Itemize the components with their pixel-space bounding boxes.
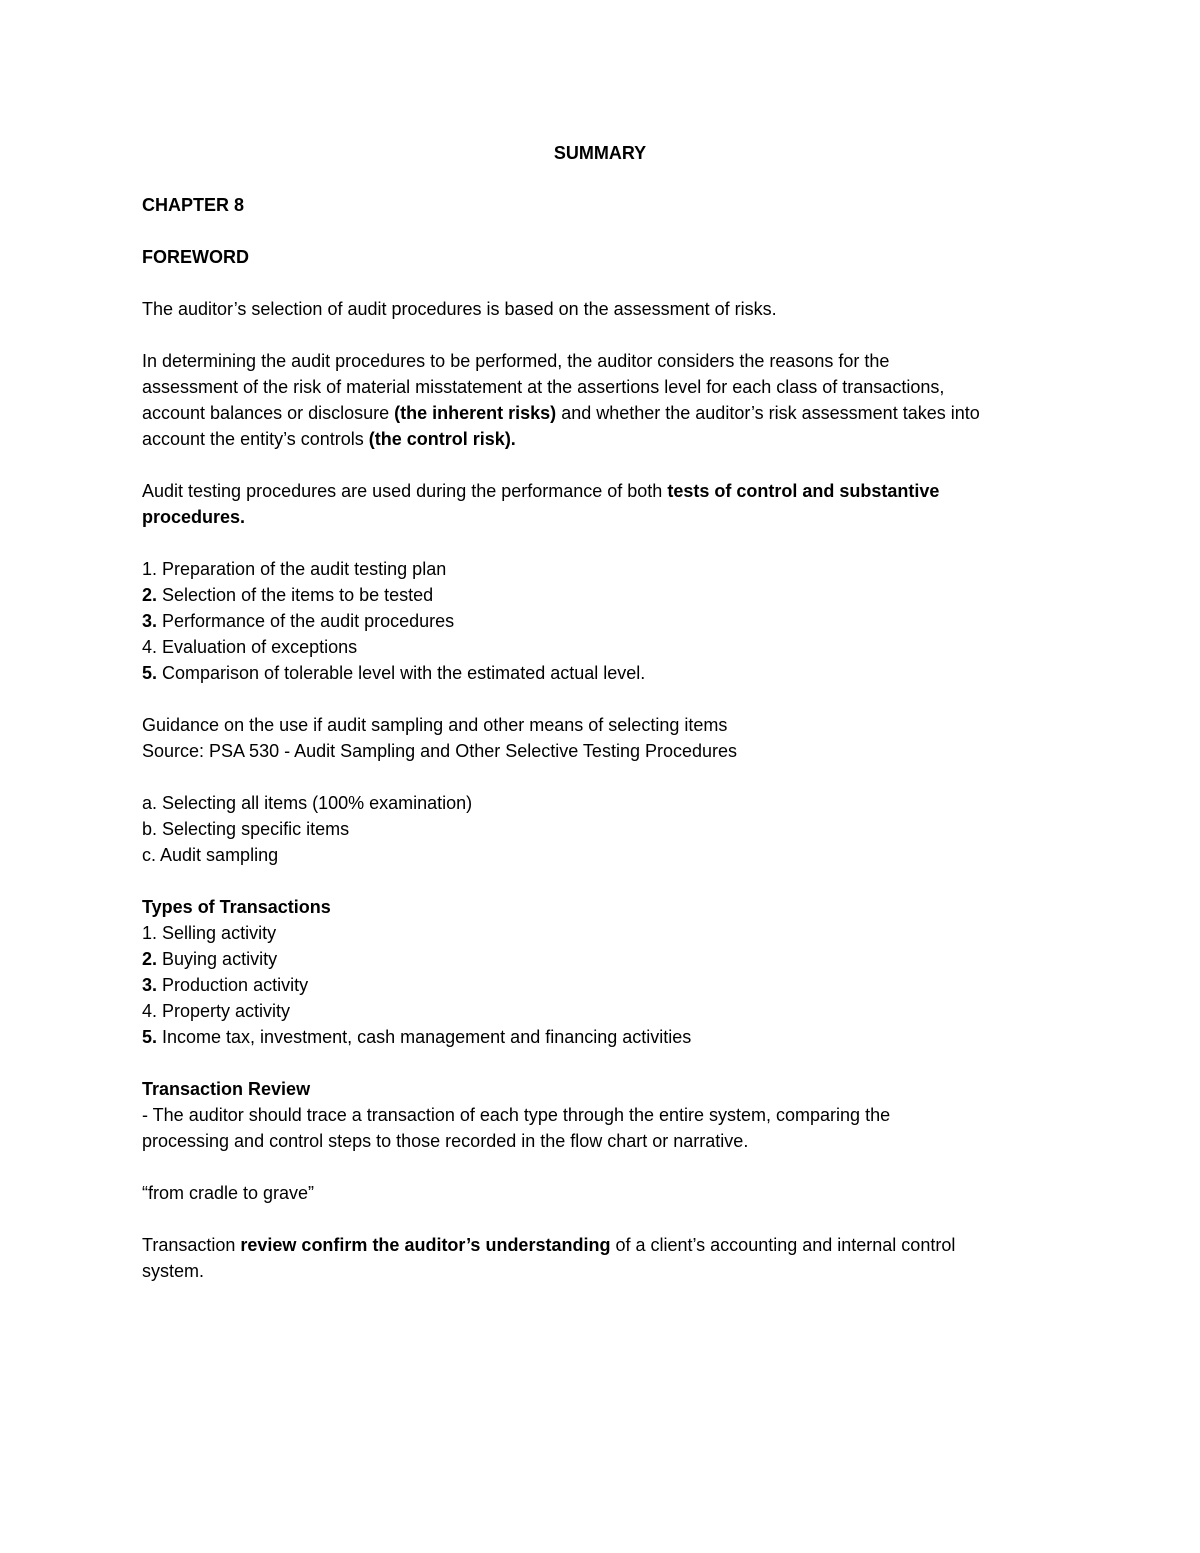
final-paragraph [142, 1232, 1062, 1284]
text-span: Transaction [142, 1235, 241, 1255]
source-line: Source: PSA 530 - Audit Sampling and Other Selective Testing Procedures [142, 741, 738, 761]
list-item [142, 946, 1062, 972]
inherent-risks-emphasis: (the inherent risks) [394, 403, 557, 423]
paragraph-testing-procedures [142, 478, 1062, 530]
steps-list [142, 556, 1062, 686]
list-text: Selecting specific items [157, 819, 350, 839]
list-item [142, 634, 1062, 660]
list-text: Selecting all items (100% examination) [157, 793, 473, 813]
list-item [142, 582, 1062, 608]
paragraph-line [142, 426, 1062, 452]
list-number: 5. [142, 1027, 158, 1047]
list-text: Preparation of the audit testing plan [157, 559, 447, 579]
list-text: Property activity [157, 1001, 291, 1021]
list-text: Production activity [157, 975, 309, 995]
guidance-block [142, 712, 1062, 764]
list-item [142, 842, 1062, 868]
paragraph-line: procedures. [142, 507, 246, 527]
text-span: of a client’s accounting and internal control [610, 1235, 956, 1255]
list-text: Buying activity [157, 949, 278, 969]
list-number: 3. [142, 975, 158, 995]
list-text: Comparison of tolerable level with the estimated actual level. [157, 663, 646, 683]
paragraph-line: system. [142, 1261, 205, 1281]
list-item [142, 816, 1062, 842]
foreword-heading: FOREWORD [142, 247, 249, 267]
list-number: 2. [142, 949, 158, 969]
text-span: Audit testing procedures are used during the performance of both [142, 481, 668, 501]
list-item [142, 608, 1062, 634]
list-text: Audit sampling [156, 845, 279, 865]
tests-emphasis: tests of control and substantive [667, 481, 940, 501]
list-text: Performance of the audit procedures [157, 611, 455, 631]
page-title: SUMMARY [553, 143, 647, 163]
list-text: Evaluation of exceptions [157, 637, 358, 657]
understanding-emphasis: review confirm the auditor’s understanding [240, 1235, 611, 1255]
text-span: account balances or disclosure [142, 403, 395, 423]
types-heading: Types of Transactions [142, 897, 331, 917]
list-text: Selection of the items to be tested [157, 585, 434, 605]
paragraph-line: processing and control steps to those recorded in the flow chart or narrative. [142, 1131, 749, 1151]
text-span: and whether the auditor’s risk assessment takes into [556, 403, 980, 423]
list-item [142, 1024, 1062, 1050]
text-span: account the entity’s controls [142, 429, 369, 449]
paragraph-determining-procedures [142, 348, 1062, 452]
paragraph-line [142, 478, 1062, 504]
list-item [142, 920, 1062, 946]
cradle-quote: “from cradle to grave” [142, 1183, 315, 1203]
list-number: 4. [142, 1001, 158, 1021]
list-item [142, 556, 1062, 582]
list-letter: a. [142, 793, 158, 813]
review-heading: Transaction Review [142, 1079, 311, 1099]
paragraph-risk-assessment: The auditor’s selection of audit procedures is based on the assessment of risks. [142, 299, 777, 319]
list-number: 5. [142, 663, 158, 683]
control-risk-emphasis: (the control risk). [368, 429, 516, 449]
paragraph-line: assessment of the risk of material misstatement at the assertions level for each class of transactions, [142, 377, 945, 397]
list-number: 1. [142, 923, 158, 943]
document-page [142, 140, 1062, 1284]
list-text: Income tax, investment, cash management and financing activities [157, 1027, 692, 1047]
paragraph-line [142, 400, 1062, 426]
paragraph-line: - The auditor should trace a transaction of each type through the entire system, comparing the [142, 1105, 891, 1125]
list-letter: c. [142, 845, 157, 865]
list-number: 1. [142, 559, 158, 579]
types-list [142, 920, 1062, 1050]
list-number: 2. [142, 585, 158, 605]
list-number: 3. [142, 611, 158, 631]
paragraph-line [142, 1232, 1062, 1258]
guidance-line: Guidance on the use if audit sampling and other means of selecting items [142, 715, 728, 735]
list-number: 4. [142, 637, 158, 657]
list-letter: b. [142, 819, 158, 839]
list-item [142, 660, 1062, 686]
list-item [142, 998, 1062, 1024]
selection-list [142, 790, 1062, 868]
list-item [142, 972, 1062, 998]
list-text: Selling activity [157, 923, 277, 943]
chapter-heading: CHAPTER 8 [142, 195, 245, 215]
list-item [142, 790, 1062, 816]
paragraph-line: In determining the audit procedures to be performed, the auditor considers the reasons for the [142, 351, 890, 371]
review-paragraph [142, 1102, 1062, 1154]
